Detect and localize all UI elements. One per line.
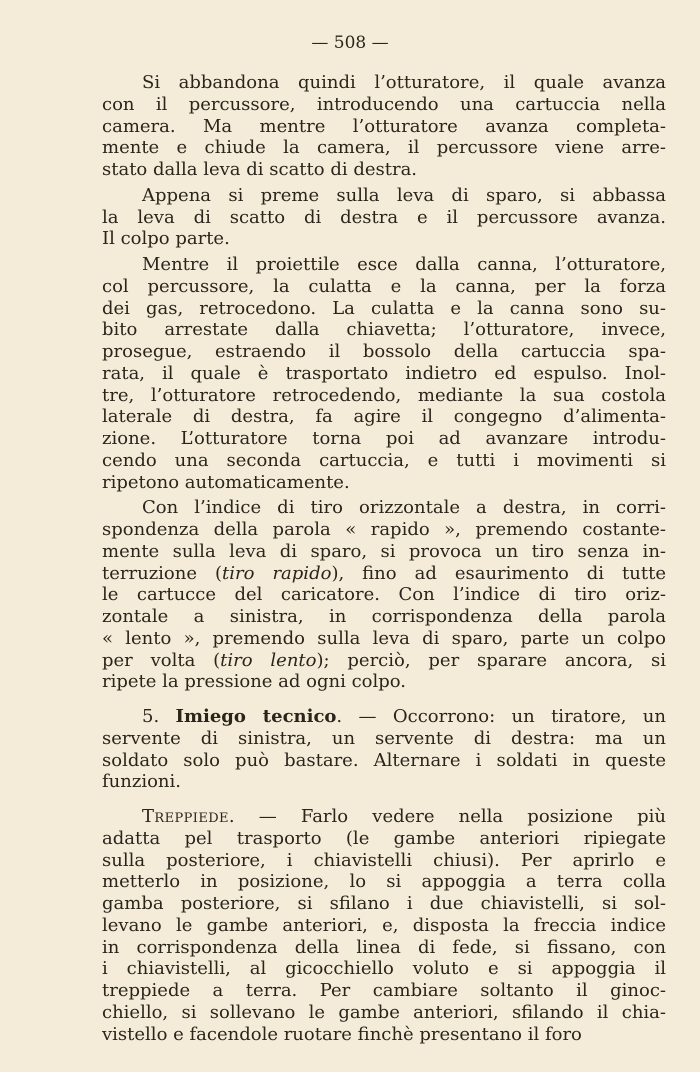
paragraph-impiego-tecnico: [102, 706, 666, 793]
text-line: [102, 606, 666, 628]
text-run: mente sulla leva di sparo, si provoca un tiro senza in-: [102, 540, 666, 562]
text-run: zione. L’otturatore torna poi ad avanzare introdu-: [102, 428, 666, 449]
text-run: Appena si preme sulla leva di sparo, si abbassa: [142, 184, 666, 206]
page-number: — 508 —: [311, 33, 389, 53]
text-run: per volta (: [102, 649, 221, 671]
text-line: [102, 319, 666, 341]
text-line: [102, 937, 666, 959]
text-line: [102, 771, 666, 793]
text-line: [102, 207, 666, 229]
paragraph-otturatore-avanza: [102, 72, 666, 181]
text-run: Si abbandona quindi l’otturatore, il quale avanza: [142, 72, 666, 93]
text-line: [102, 584, 666, 606]
text-run: ); perciò, per sparare ancora, si: [316, 649, 666, 671]
text-line: [102, 406, 666, 428]
text-run: cendo una seconda cartuccia, e tutti i movimenti si: [102, 449, 666, 471]
text-line: [102, 428, 666, 450]
text-line: [102, 497, 666, 519]
text-run: levano le gambe anteriori, e, disposta la freccia indice: [102, 914, 666, 936]
text-line: [102, 298, 666, 320]
text-run: bito arrestate dalla chiavetta; l’otturatore, invece,: [102, 319, 666, 341]
text-run: ), fino ad esaurimento di tutte: [331, 562, 666, 584]
text-run: . — Farlo vedere nella posizione più: [228, 806, 666, 827]
text-run: . — Occorrono: un tiratore, un: [336, 706, 666, 727]
text-line: [102, 628, 666, 650]
text-run: chiello, si sollevano le gambe anteriori, sfilando il chia-: [102, 1001, 666, 1023]
run-in-heading: Treppiede: [142, 806, 229, 827]
text-run: funzioni.: [102, 771, 181, 793]
paragraph-treppiede: [102, 806, 666, 1045]
text-line: [102, 341, 666, 363]
text-line: [102, 828, 666, 850]
text-run: 5.: [142, 706, 176, 727]
text-line: [102, 116, 666, 138]
text-line: [102, 671, 666, 693]
text-line: [102, 1002, 666, 1024]
text-run: Mentre il proiettile esce dalla canna, l’otturatore,: [142, 254, 666, 275]
text-run: i chiavistelli, al gicocchiello voluto e si appoggia il: [102, 958, 666, 980]
text-run: in corrispondenza della linea di fede, si fissano, con: [102, 936, 666, 958]
text-line: [102, 850, 666, 872]
text-run: ripete la pressione ad ogni colpo.: [102, 671, 407, 693]
text-run: adatta pel trasporto (le gambe anteriori ripiegate: [102, 827, 666, 849]
text-line: [102, 706, 666, 728]
text-run: sulla posteriore, i chiavistelli chiusi). Per aprirlo e: [102, 849, 666, 871]
text-line: [102, 385, 666, 407]
text-run: rata, il quale è trasportato indietro ed espulso. Inol-: [102, 362, 666, 384]
text-run: mente e chiude la camera, il percussore viene arre-: [102, 137, 666, 159]
text-line: [102, 806, 666, 828]
text-run: Con l’indice di tiro orizzontale a destra, in corri-: [142, 497, 666, 519]
paragraph-leva-di-sparo: [102, 185, 666, 250]
paragraph-proiettile: [102, 254, 666, 493]
text-line: [102, 750, 666, 772]
text-line: [102, 519, 666, 541]
text-line: [102, 728, 666, 750]
text-run: metterlo in posizione, lo si appoggia a terra colla: [102, 871, 666, 893]
text-line: [102, 541, 666, 563]
text-line: [102, 893, 666, 915]
text-run: Il colpo parte.: [102, 228, 230, 250]
text-run: la leva di scatto di destra e il percussore avanza.: [102, 206, 666, 228]
text-run: le cartucce del caricatore. Con l’indice di tiro oriz-: [102, 584, 666, 606]
text-line: [102, 915, 666, 937]
paragraph-indice-di-tiro: [102, 497, 666, 693]
text-run: tre, l’otturatore retrocedendo, mediante la sua costola: [102, 384, 666, 406]
text-run: col percussore, la culatta e la canna, per la forza: [102, 275, 666, 297]
text-line: [102, 871, 666, 893]
text-run: spondenza della parola « rapido », premendo costante-: [102, 519, 666, 540]
text-run: gamba posteriore, si sfilano i due chiavistelli, si sol-: [102, 893, 666, 914]
text-line: [102, 650, 666, 672]
text-line: [102, 276, 666, 298]
text-run: treppiede a terra. Per cambiare soltanto il ginoc-: [102, 980, 666, 1001]
text-run: dei gas, retrocedono. La culatta e la canna sono su-: [102, 297, 666, 319]
text-run: zontale a sinistra, in corrispondenza della parola: [102, 606, 666, 627]
italic-term: tiro lento: [220, 649, 317, 671]
text-run: ripetono automaticamente.: [102, 471, 350, 493]
text-run: vistello e facendole ruotare finchè presentano il foro: [102, 1023, 582, 1045]
text-line: [102, 137, 666, 159]
text-line: [102, 958, 666, 980]
text-run: terruzione (: [102, 562, 223, 584]
text-run: servente di sinistra, un servente di destra: ma un: [102, 727, 666, 749]
text-run: stato dalla leva di scatto di destra.: [102, 159, 418, 180]
text-line: [102, 159, 666, 181]
text-line: [102, 563, 666, 585]
text-run: prosegue, estraendo il bossolo della cartuccia spa-: [102, 341, 666, 362]
text-line: [102, 363, 666, 385]
text-line: [102, 450, 666, 472]
text-line: [102, 94, 666, 116]
text-run: laterale di destra, fa agire il congegno d’alimenta-: [102, 406, 666, 428]
page-body: [102, 72, 666, 1045]
text-run: con il percussore, introducendo una cartuccia nella: [102, 93, 666, 115]
text-line: [102, 254, 666, 276]
text-line: [102, 228, 666, 250]
text-line: [102, 1024, 666, 1046]
text-line: [102, 72, 666, 94]
text-run: camera. Ma mentre l’otturatore avanza completa-: [102, 115, 666, 137]
text-line: [102, 472, 666, 494]
section-heading: Imiego tecnico: [175, 706, 337, 727]
italic-term: tiro rapido: [222, 562, 332, 584]
text-run: « lento », premendo sulla leva di sparo, parte un colpo: [102, 627, 666, 649]
text-line: [102, 185, 666, 207]
text-line: [102, 980, 666, 1002]
text-run: soldato solo può bastare. Alternare i soldati in queste: [102, 749, 666, 771]
